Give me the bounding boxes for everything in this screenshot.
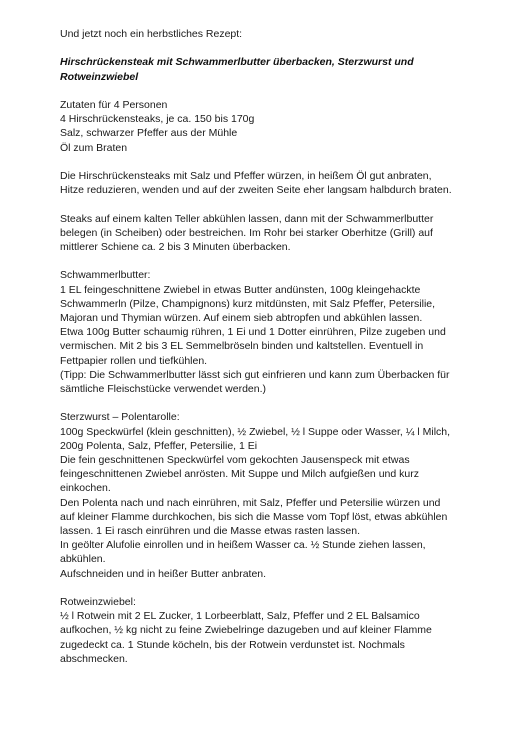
rotweinzwiebel-line: ½ l Rotwein mit 2 EL Zucker, 1 Lorbeerblatt, Salz, Pfeffer und 2 EL Balsamico bbox=[60, 610, 420, 623]
sterzwurst-line: einkochen. bbox=[60, 482, 111, 495]
sterzwurst-line: 100g Speckwürfel (klein geschnitten), ½ Zwiebel, ½ l Suppe oder Wasser, ¼ l Milch, bbox=[60, 425, 451, 438]
sterzwurst-line: feingeschnittenen Zwiebel anrösten. Mit Suppe und Milch aufgießen und kurz bbox=[60, 468, 419, 481]
sterzwurst-line: Aufschneiden und in heißer Butter anbraten. bbox=[60, 567, 267, 580]
step-line: Die Hirschrückensteaks mit Salz und Pfeffer würzen, in heißem Öl gut anbraten, bbox=[60, 169, 432, 182]
schwammerlbutter-line: 1 EL feingeschnittene Zwiebel in etwas Butter andünsten, 100g kleingehackte bbox=[60, 283, 421, 296]
schwammerlbutter-heading: Schwammerlbutter: bbox=[60, 269, 151, 282]
sterzwurst-line: lassen. 1 Ei rasch einrühren und die Masse etwas rasten lassen. bbox=[60, 525, 360, 538]
schwammerlbutter-line: vermischen. Mit 2 bis 3 EL Semmelbröseln binden und kaltstellen. Eventuell in bbox=[60, 340, 424, 353]
ingredient-item: Öl zum Braten bbox=[60, 141, 128, 154]
schwammerlbutter-line: Etwa 100g Butter schaumig rühren, 1 Ei und 1 Dotter einrühren, Pilze zugeben und bbox=[60, 326, 446, 339]
sterzwurst-line: 200g Polenta, Salz, Pfeffer, Petersilie, 1 Ei bbox=[60, 439, 258, 452]
step-line: Steaks auf einem kalten Teller abkühlen lassen, dann mit der Schwammerlbutter bbox=[60, 212, 434, 225]
rotweinzwiebel-line: abschmecken. bbox=[60, 652, 128, 665]
schwammerlbutter-line: Majoran und Thymian würzen. Auf einem sieb abtropfen und abkühlen lassen. bbox=[60, 311, 423, 324]
ingredient-item: Salz, schwarzer Pfeffer aus der Mühle bbox=[60, 127, 238, 140]
sterzwurst-line: abkühlen. bbox=[60, 553, 106, 566]
recipe-title-line: Hirschrückensteak mit Schwammerlbutter überbacken, Sterzwurst und bbox=[60, 56, 414, 69]
recipe-text bbox=[60, 27, 480, 666]
ingredients-heading: Zutaten für 4 Personen bbox=[60, 98, 168, 111]
schwammerlbutter-line: sämtliche Fleischstücke verwendet werden.) bbox=[60, 383, 267, 395]
schwammerlbutter-line: Schwammerln (Pilze, Champignons) kurz mitdünsten, mit Salz Pfeffer, Petersilie, bbox=[60, 297, 436, 310]
rotweinzwiebel-line: aufkochen, ½ kg nicht zu feine Zwiebelringe dazugeben und auf kleiner Flamme bbox=[60, 624, 432, 637]
sterzwurst-line: Die fein geschnittenen Speckwürfel vom gekochten Jausenspeck mit etwas bbox=[60, 454, 410, 466]
sterzwurst-line: Den Polenta nach und nach einrühren, mit Salz, Pfeffer und Petersilie würzen und bbox=[60, 496, 441, 509]
step-line: belegen (in Scheiben) oder bestreichen. Im Rohr bei starker Oberhitze (Grill) auf bbox=[60, 226, 433, 239]
rotweinzwiebel-heading: Rotweinzwiebel: bbox=[60, 596, 136, 609]
schwammerlbutter-line: Fettpapier rollen und tiefkühlen. bbox=[60, 354, 208, 367]
rotweinzwiebel-line: zugedeckt ca. 1 Stunde köcheln, bis der Rotwein verdunstet ist. Nochmals bbox=[60, 638, 405, 651]
ingredient-item: 4 Hirschrückensteaks, je ca. 150 bis 170g bbox=[60, 113, 255, 126]
sterzwurst-line: In geölter Alufolie einrollen und in heißem Wasser ca. ½ Stunde ziehen lassen, bbox=[60, 539, 426, 552]
sterzwurst-heading: Sterzwurst – Polentarolle: bbox=[60, 411, 180, 424]
step-line: Hitze reduzieren, wenden und auf der zweiten Seite eher langsam halbdurch braten. bbox=[60, 184, 452, 197]
schwammerlbutter-line: (Tipp: Die Schwammerlbutter lässt sich gut einfrieren und kann zum Überbacken für bbox=[60, 368, 450, 381]
step-line: mittlerer Schiene ca. 2 bis 3 Minuten überbacken. bbox=[60, 240, 291, 253]
intro-line: Und jetzt noch ein herbstliches Rezept: bbox=[60, 28, 243, 40]
sterzwurst-line: auf kleiner Flamme durchkochen, bis sich die Masse vom Topf löst, etwas abkühlen bbox=[60, 510, 448, 523]
recipe-title-line: Rotweinzwiebel bbox=[60, 70, 139, 83]
